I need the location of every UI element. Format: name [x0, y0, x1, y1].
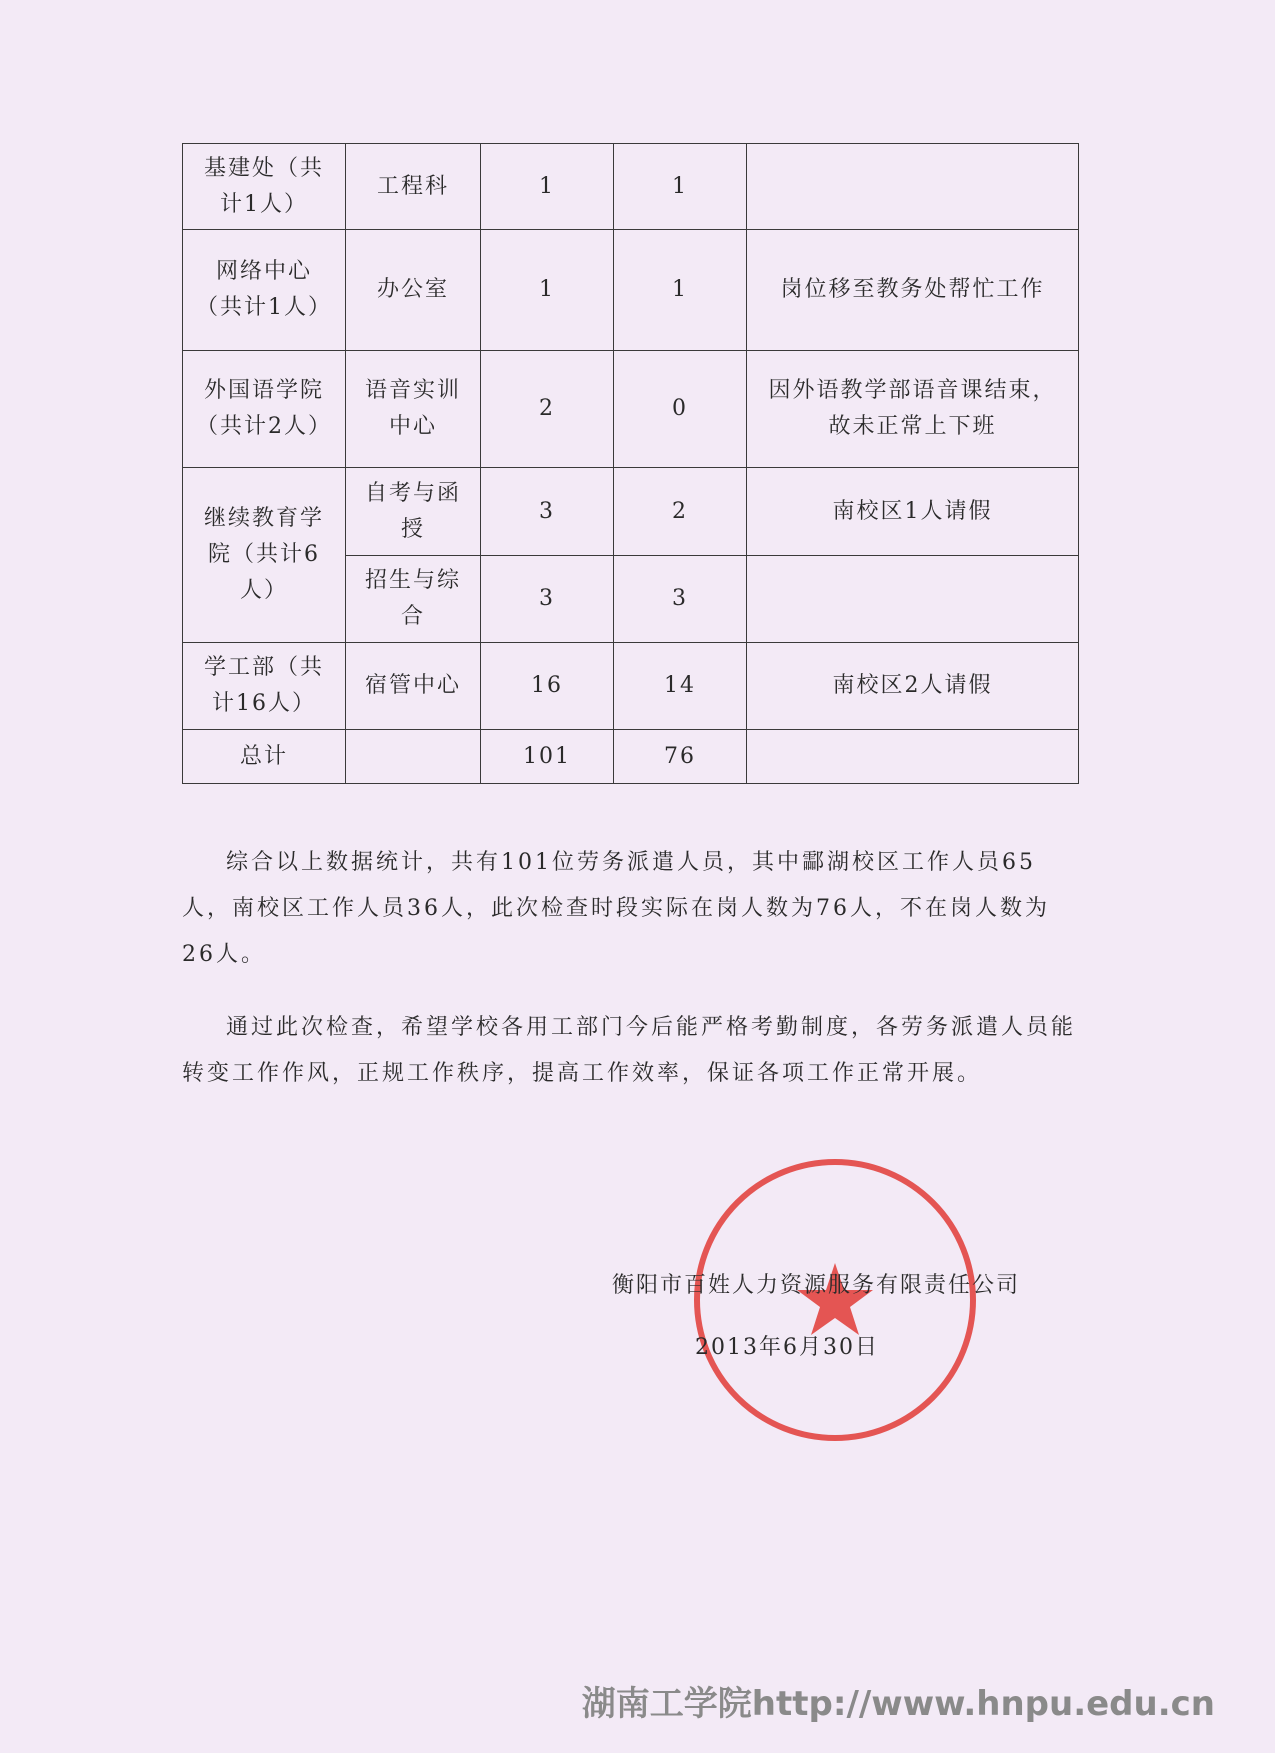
count-cell: 3: [481, 556, 614, 643]
total-label-cell: 总计: [183, 730, 346, 784]
table-row: [183, 730, 1079, 784]
dept-cell: 基建处（共计1人）: [183, 144, 346, 230]
staff-table: [182, 143, 1079, 784]
dept-cell: 学工部（共计16人）: [183, 643, 346, 730]
table-row: [183, 230, 1079, 351]
table-row: [183, 643, 1079, 730]
count-cell: 1: [481, 230, 614, 351]
present-cell: 3: [614, 556, 747, 643]
count-cell: 2: [481, 351, 614, 468]
note-cell: 南校区2人请假: [747, 643, 1079, 730]
company-name: 衡阳市百姓人力资源服务有限责任公司: [612, 1273, 1021, 1298]
note-cell: 因外语教学部语音课结束，故未正常上下班: [747, 351, 1079, 468]
table-row: [183, 468, 1079, 556]
section-cell: [346, 730, 481, 784]
section-cell: 招生与综合: [346, 556, 481, 643]
closing-paragraph: 通过此次检查，希望学校各用工部门今后能严格考勤制度，各劳务派遣人员能转变工作作风，正规工作秩序，提高工作效率，保证各项工作正常开展。: [182, 1015, 1077, 1086]
section-cell: 宿管中心: [346, 643, 481, 730]
note-cell: [747, 730, 1079, 784]
count-cell: 16: [481, 643, 614, 730]
table-row: [183, 144, 1079, 230]
table-row: [183, 351, 1079, 468]
watermark: 湖南工学院http://www.hnpu.edu.cn: [581, 1684, 1215, 1724]
present-cell: 1: [614, 144, 747, 230]
signature-date: 2013年6月30日: [695, 1335, 879, 1360]
dept-cell: 继续教育学院（共计6人）: [183, 468, 346, 643]
dept-cell: 网络中心（共计1人）: [183, 230, 346, 351]
company-seal-icon: [690, 1155, 980, 1445]
section-cell: 办公室: [346, 230, 481, 351]
present-cell: 0: [614, 351, 747, 468]
section-cell: 自考与函授: [346, 468, 481, 556]
present-cell: 1: [614, 230, 747, 351]
total-present-cell: 76: [614, 730, 747, 784]
note-cell: [747, 144, 1079, 230]
total-count-cell: 101: [481, 730, 614, 784]
count-cell: 1: [481, 144, 614, 230]
present-cell: 2: [614, 468, 747, 556]
note-cell: 南校区1人请假: [747, 468, 1079, 556]
dept-cell: 外国语学院（共计2人）: [183, 351, 346, 468]
summary-paragraph: 综合以上数据统计，共有101位劳务派遣人员，其中酃湖校区工作人员65人，南校区工作人员36人，此次检查时段实际在岗人数为76人，不在岗人数为26人。: [182, 850, 1050, 967]
note-cell: [747, 556, 1079, 643]
present-cell: 14: [614, 643, 747, 730]
section-cell: 语音实训中心: [346, 351, 481, 468]
section-cell: 工程科: [346, 144, 481, 230]
count-cell: 3: [481, 468, 614, 556]
note-cell: 岗位移至教务处帮忙工作: [747, 230, 1079, 351]
